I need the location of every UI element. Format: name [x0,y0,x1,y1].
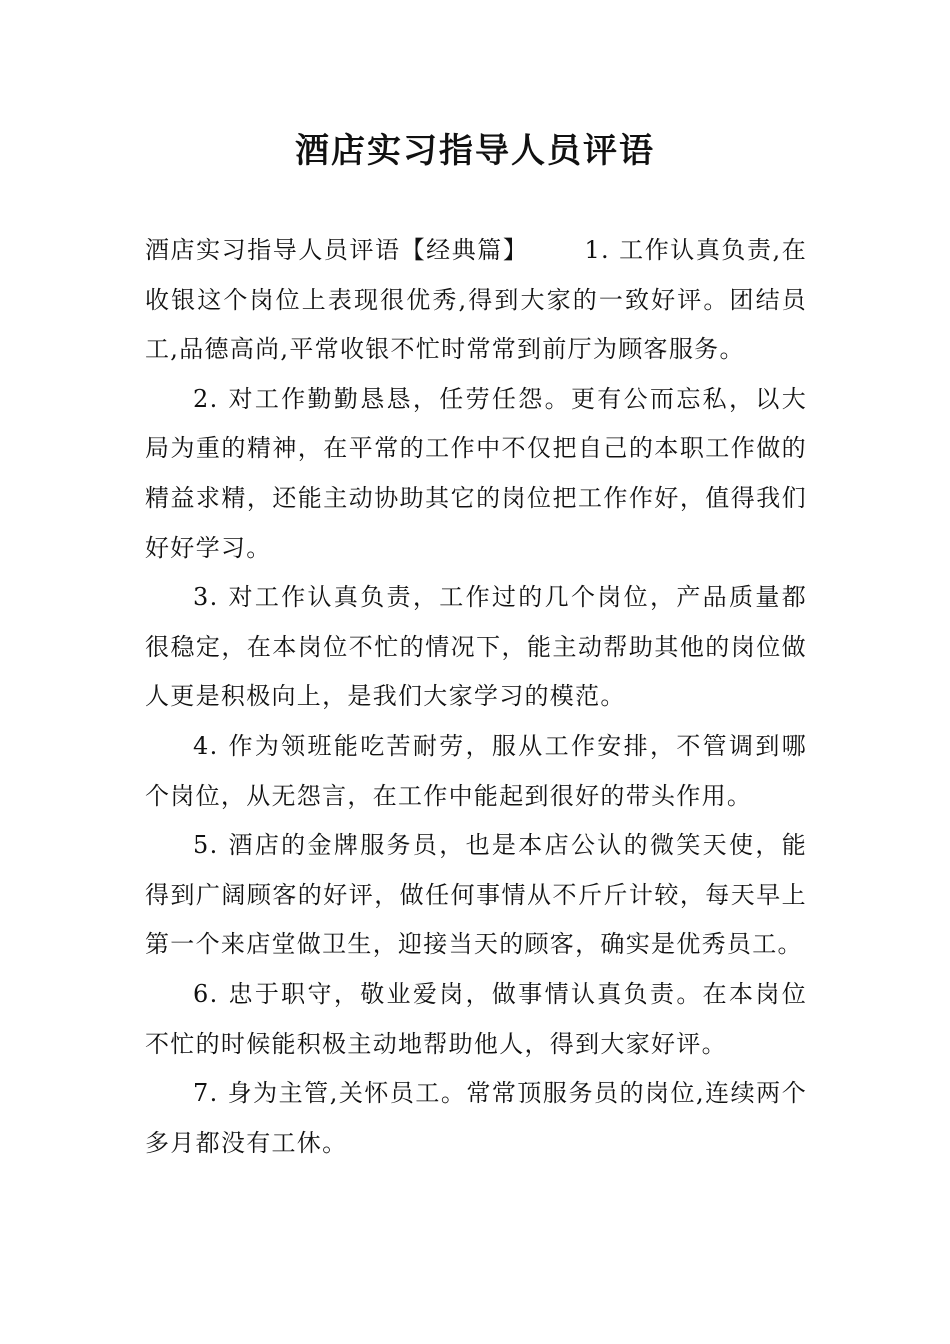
intro-heading: 酒店实习指导人员评语【经典篇】 [145,236,529,264]
paragraph-7: 7. 身为主管,关怀员工。常常顶服务员的岗位,连续两个多月都没有工休。 [145,1079,807,1157]
document-body [145,226,807,1168]
paragraph-4: 4. 作为领班能吃苦耐劳，服从工作安排，不管调到哪个岗位，从无怨言，在工作中能起到很好的带头作用。 [145,731,807,810]
paragraph-5: 5. 酒店的金牌服务员，也是本店公认的微笑天使，能得到广阔顾客的好评，做任何事情从不斤斤计较，每天早上第一个来店堂做卫生，迎接当天的顾客，确实是优秀员工。 [145,831,807,959]
page-title: 酒店实习指导人员评语 [295,131,655,171]
intro-text: 1. 工作认真负责,在收银这个岗位上表现很优秀,得到大家的一致好评。团结员工,品德高尚,平常收银不忙时常常到前厅为顾客服务。 [145,236,807,364]
paragraph-3: 3. 对工作认真负责，工作过的几个岗位，产品质量都很稳定，在本岗位不忙的情况下，能主动帮助其他的岗位做人更是积极向上，是我们大家学习的模范。 [145,583,807,711]
intro-paragraph [145,226,807,375]
paragraph-2: 2. 对工作勤勤恳恳，任劳任怨。更有公而忘私，以大局为重的精神，在平常的工作中不仅把自己的本职工作做的精益求精，还能主动协助其它的岗位把工作作好，值得我们好好学习。 [145,384,807,562]
paragraph-6: 6. 忠于职守，敬业爱岗，做事情认真负责。在本岗位不忙的时候能积极主动地帮助他人，得到大家好评。 [145,979,807,1058]
